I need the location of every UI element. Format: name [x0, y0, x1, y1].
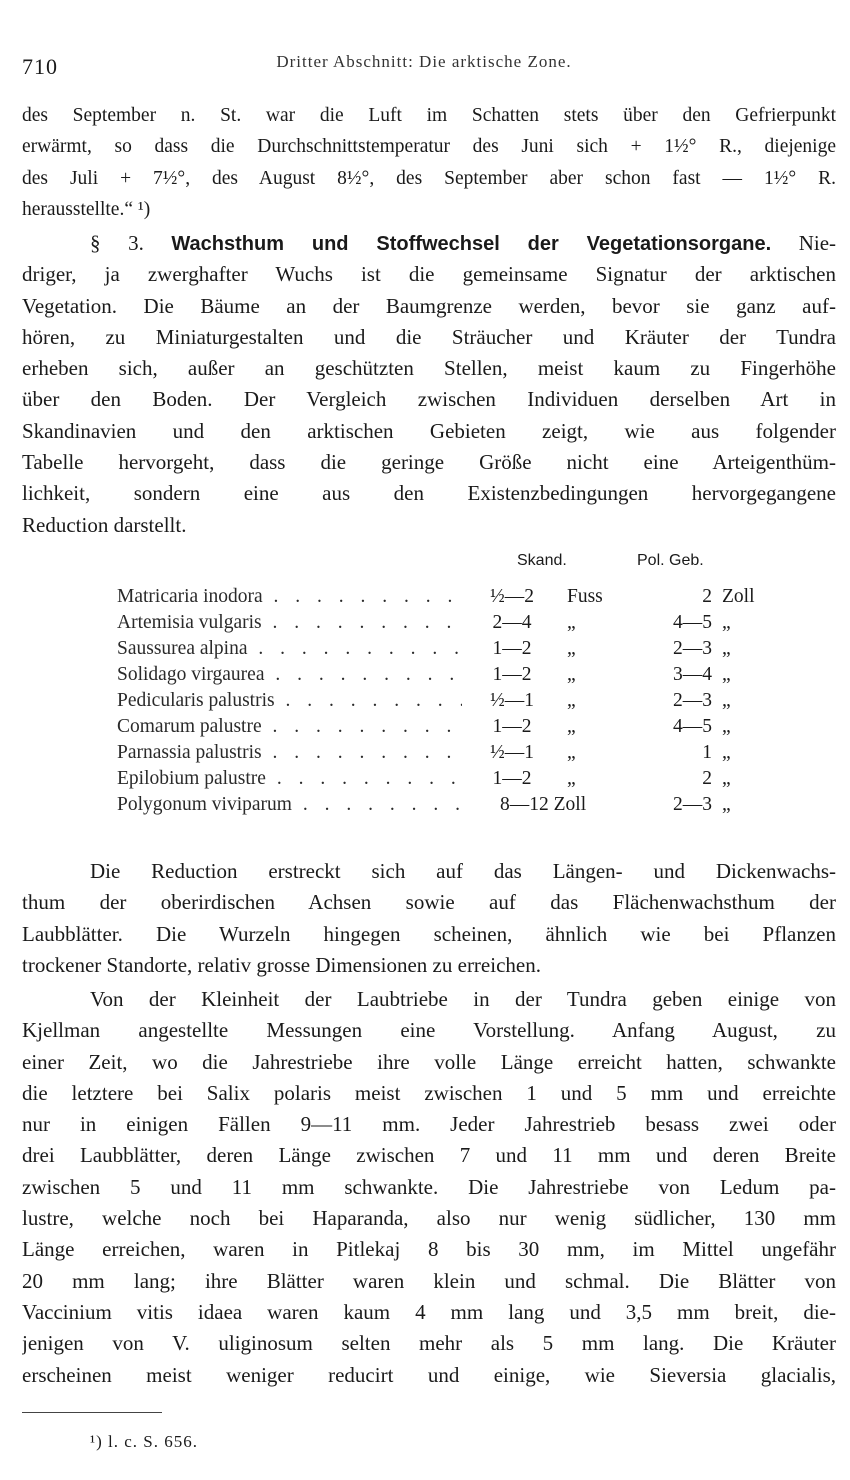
species-name: Artemisia vulgaris . . .: [117, 610, 462, 636]
page-number: 710: [22, 54, 58, 79]
text-line: Länge erreichen, waren in Pitlekaj 8 bis 30 mm, im Mittel ungefähr: [22, 1237, 836, 1262]
pol-value: 2: [702, 768, 712, 789]
paragraph-reduction: [22, 856, 836, 981]
text-line: thum der oberirdischen Achsen sowie auf das Flächenwachsthum der: [22, 890, 836, 915]
pol-value: 3—4: [673, 664, 712, 685]
species-name: Matricaria inodora . . .: [117, 584, 462, 610]
skand-unit: „: [567, 612, 576, 633]
skand-unit: Fuss: [567, 586, 603, 607]
species-name: Pedicularis palustris . . .: [117, 688, 462, 714]
table-row: [22, 662, 836, 688]
skand-unit: „: [567, 690, 576, 711]
pol-unit: „: [722, 664, 731, 685]
pol-unit: „: [722, 638, 731, 659]
table-row: [22, 636, 836, 662]
text-line: erwärmt, so dass die Durchschnittstemperatur des Juni sich + 1½° R., diejenige: [22, 136, 836, 158]
table-row: [22, 766, 836, 792]
pol-unit: „: [722, 794, 731, 815]
pol-unit: „: [722, 716, 731, 737]
text-line: 20 mm lang; ihre Blätter waren klein und schmal. Die Blätter von: [22, 1268, 836, 1293]
text-line: Reduction darstellt.: [22, 512, 187, 537]
footnote: ¹) l. c. S. 656.: [90, 1432, 198, 1451]
text-line: des September n. St. war die Luft im Schatten stets über den Gefrierpunkt: [22, 105, 836, 126]
table-header: [22, 548, 836, 576]
skand-value: 1—2: [492, 716, 532, 737]
skand-unit: „: [567, 638, 576, 659]
column-header-skand: Skand.: [517, 552, 567, 569]
pol-value: 4—5: [673, 612, 712, 633]
text-line: Skandinavien und den arktischen Gebieten zeigt, wie aus folgender: [22, 418, 836, 443]
species-name: Polygonum viviparum . . .: [117, 792, 462, 818]
table-row: [22, 688, 836, 714]
pol-value: 2—3: [673, 690, 712, 711]
text-line: erscheinen meist weniger reducirt und einige, wie Sieversia glacialis,: [22, 1362, 836, 1387]
text-line: lustre, welche noch bei Haparanda, also nur wenig südlicher, 130 mm: [22, 1206, 836, 1231]
skand-value: 1—2: [492, 768, 532, 789]
pol-unit: „: [722, 690, 731, 711]
pol-value: 2—3: [673, 638, 712, 659]
text-line: drei Laubblätter, deren Länge zwischen 7 und 11 mm und deren Breite: [22, 1143, 836, 1168]
text-line: einer Zeit, wo die Jahrestriebe ihre volle Länge erreicht hatten, schwankte: [22, 1049, 836, 1074]
section-heading: Wachsthum und Stoffwechsel der Vegetationsorgane.: [171, 233, 772, 255]
table-row: [22, 584, 836, 610]
text-line: erheben sich, außer an geschützten Stellen, meist kaum zu Fingerhöhe: [22, 356, 836, 381]
footnote-divider: [22, 1412, 162, 1413]
text-line: über den Boden. Der Vergleich zwischen Individuen derselben Art in: [22, 387, 836, 412]
text-line: Von der Kleinheit der Laubtriebe in der Tundra geben einige von: [90, 987, 836, 1011]
height-comparison-table: [22, 548, 836, 828]
text-line: Kjellman angestellte Messungen eine Vorstellung. Anfang August, zu: [22, 1018, 836, 1043]
section-number: § 3.: [90, 231, 144, 255]
skand-value: 2—4: [492, 612, 532, 633]
table-row: [22, 714, 836, 740]
text-line: Vegetation. Die Bäume an der Baumgrenze werden, bevor sie ganz auf-: [22, 293, 836, 318]
running-title: Dritter Abschnitt: Die arktische Zone.: [276, 52, 572, 71]
paragraph-measurements: [22, 984, 836, 1391]
species-name: Saussurea alpina . . .: [117, 636, 462, 662]
pol-unit: „: [722, 742, 731, 763]
text-line: lichkeit, sondern eine aus den Existenzbedingungen hervorgegangene: [22, 481, 836, 506]
pol-unit: Zoll: [722, 586, 755, 607]
pol-value: 4—5: [673, 716, 712, 737]
text-line: des Juli + 7½°, des August 8½°, des September aber schon fast — 1½° R.: [22, 167, 836, 189]
species-name: Comarum palustre . . .: [117, 714, 462, 740]
column-header-pol: Pol. Geb.: [637, 552, 704, 569]
table-row: [22, 610, 836, 636]
species-name: Parnassia palustris . . .: [117, 740, 462, 766]
table-row: [22, 740, 836, 766]
skand-value: ½—1: [490, 742, 534, 763]
species-name: Solidago virgaurea . . .: [117, 662, 462, 688]
skand-value: 8—12 Zoll: [500, 794, 587, 815]
section-heading-line: [22, 228, 836, 259]
section-heading-tail: Nie-: [798, 231, 836, 255]
text-line: herausstellte.“ ¹): [22, 198, 151, 220]
pol-value: 2: [702, 586, 712, 607]
text-line: Die Reduction erstreckt sich auf das Längen- und Dickenwachs-: [90, 859, 836, 883]
pol-value: 1: [702, 742, 712, 763]
text-line: Laubblätter. Die Wurzeln hingegen scheinen, ähnlich wie bei Pflanzen: [22, 921, 836, 946]
table-row: [22, 792, 836, 818]
skand-unit: „: [567, 742, 576, 763]
text-line: trockener Standorte, relativ grosse Dimensionen zu erreichen.: [22, 952, 541, 977]
skand-unit: „: [567, 716, 576, 737]
text-line: jenigen von V. uliginosum selten mehr als 5 mm lang. Die Kräuter: [22, 1331, 836, 1356]
text-line: driger, ja zwerghafter Wuchs ist die gemeinsame Signatur der arktischen: [22, 262, 836, 287]
section-paragraph: [22, 228, 836, 541]
skand-value: ½—1: [490, 690, 534, 711]
pol-value: 2—3: [673, 794, 712, 815]
skand-unit: „: [567, 768, 576, 789]
skand-unit: „: [567, 664, 576, 685]
text-line: nur in einigen Fällen 9—11 mm. Jeder Jahrestrieb besass zwei oder: [22, 1112, 836, 1137]
text-line: zwischen 5 und 11 mm schwankte. Die Jahrestriebe von Ledum pa-: [22, 1174, 836, 1199]
skand-value: ½—2: [490, 586, 534, 607]
pol-unit: „: [722, 768, 731, 789]
page-header: [22, 48, 826, 78]
skand-value: 1—2: [492, 638, 532, 659]
text-line: Vaccinium vitis idaea waren kaum 4 mm lang und 3,5 mm breit, die-: [22, 1299, 836, 1324]
skand-value: 1—2: [492, 664, 532, 685]
text-line: Tabelle hervorgeht, dass die geringe Größe nicht eine Arteigenthüm-: [22, 450, 836, 475]
species-name: Epilobium palustre . . .: [117, 766, 462, 792]
paragraph-continuation: [22, 100, 836, 225]
pol-unit: „: [722, 612, 731, 633]
text-line: die letztere bei Salix polaris meist zwischen 1 und 5 mm und erreichte: [22, 1080, 836, 1105]
text-line: hören, zu Miniaturgestalten und die Sträucher und Kräuter der Tundra: [22, 324, 836, 349]
